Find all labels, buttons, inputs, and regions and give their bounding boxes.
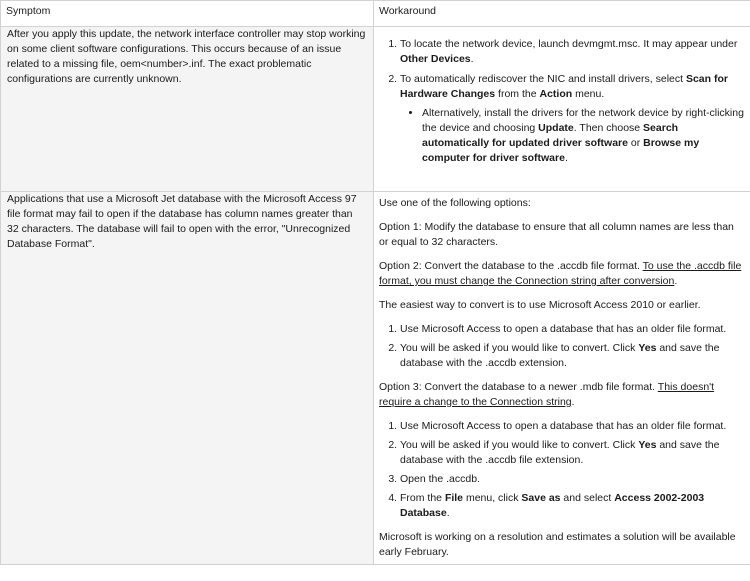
connection-string-link[interactable]: To use the .accdb file format, you must change the Connection string after conversion [379, 260, 742, 287]
resolution-note: Microsoft is working on a resolution and estimates a solution will be available early February. [379, 531, 736, 558]
list-item: 3. Open the .accdb. [400, 472, 745, 487]
workaround-header: Workaround [374, 1, 750, 27]
list-item: 4. From the File menu, click Save as and select Access 2002-2003 Database. [400, 491, 745, 521]
list-item: 2. To automatically rediscover the NIC and install drivers, select Scan for Hardware Changes from the Action menu. • Alternatively, install the drivers for the network device by right-clicking the device and choosing Update. Then choose Search automatically for updated driver software or Browse my computer for driver software. [400, 72, 745, 166]
options-intro: Use one of the following options: [379, 197, 531, 209]
workaround-cell [374, 192, 750, 565]
list-item: 1. Use Microsoft Access to open a database that has an older file format. [400, 322, 745, 337]
list-item: 2. You will be asked if you would like to convert. Click Yes and save the database with the .accdb extension. [400, 341, 745, 371]
symptom-cell [1, 192, 374, 565]
list-item: 1. To locate the network device, launch devmgmt.msc. It may appear under Other Devices. [400, 37, 745, 67]
table-row [1, 27, 750, 192]
list-item: • Alternatively, install the drivers for the network device by right-clicking the device and choosing Update. Then choose Search automatically for updated driver software or Browse my computer for driver software. [422, 106, 745, 166]
convert-steps-a [379, 322, 745, 371]
option-2: Option 2: Convert the database to the .accdb file format. To use the .accdb file format, you must change the Connection string after conversion. [379, 260, 742, 287]
easiest-way-note: The easiest way to convert is to use Microsoft Access 2010 or earlier. [379, 299, 701, 311]
list-item: 1. Use Microsoft Access to open a database that has an older file format. [400, 419, 745, 434]
workaround-cell [374, 27, 750, 192]
list-item: 2. You will be asked if you would like to convert. Click Yes and save the database with the .accdb file extension. [400, 438, 745, 468]
table-row [1, 192, 750, 565]
symptom-text: Applications that use a Microsoft Jet database with the Microsoft Access 97 file format may fail to open if the database has column names greater than 32 characters. The database will fail to open with the error, "Unrecognized Database Format". [7, 193, 357, 250]
convert-steps-b [379, 419, 745, 521]
symptom-header: Symptom [1, 1, 374, 27]
sub-bullet-list [400, 106, 745, 166]
no-connection-change-link[interactable]: This doesn't require a change to the Connection string [379, 381, 715, 408]
symptom-text: After you apply this update, the network interface controller may stop working on some client software configurations. This occurs because of an issue related to a missing file, oem<number>.inf. The exact problematic configurations are currently unknown. [7, 28, 366, 85]
workaround-steps [379, 37, 745, 166]
symptom-cell [1, 27, 374, 192]
option-3: Option 3: Convert the database to a newer .mdb file format. This doesn't require a change to the Connection string. [379, 381, 715, 408]
option-1: Option 1: Modify the database to ensure that all column names are less than or equal to 32 characters. [379, 221, 734, 248]
table-header-row [1, 1, 750, 27]
